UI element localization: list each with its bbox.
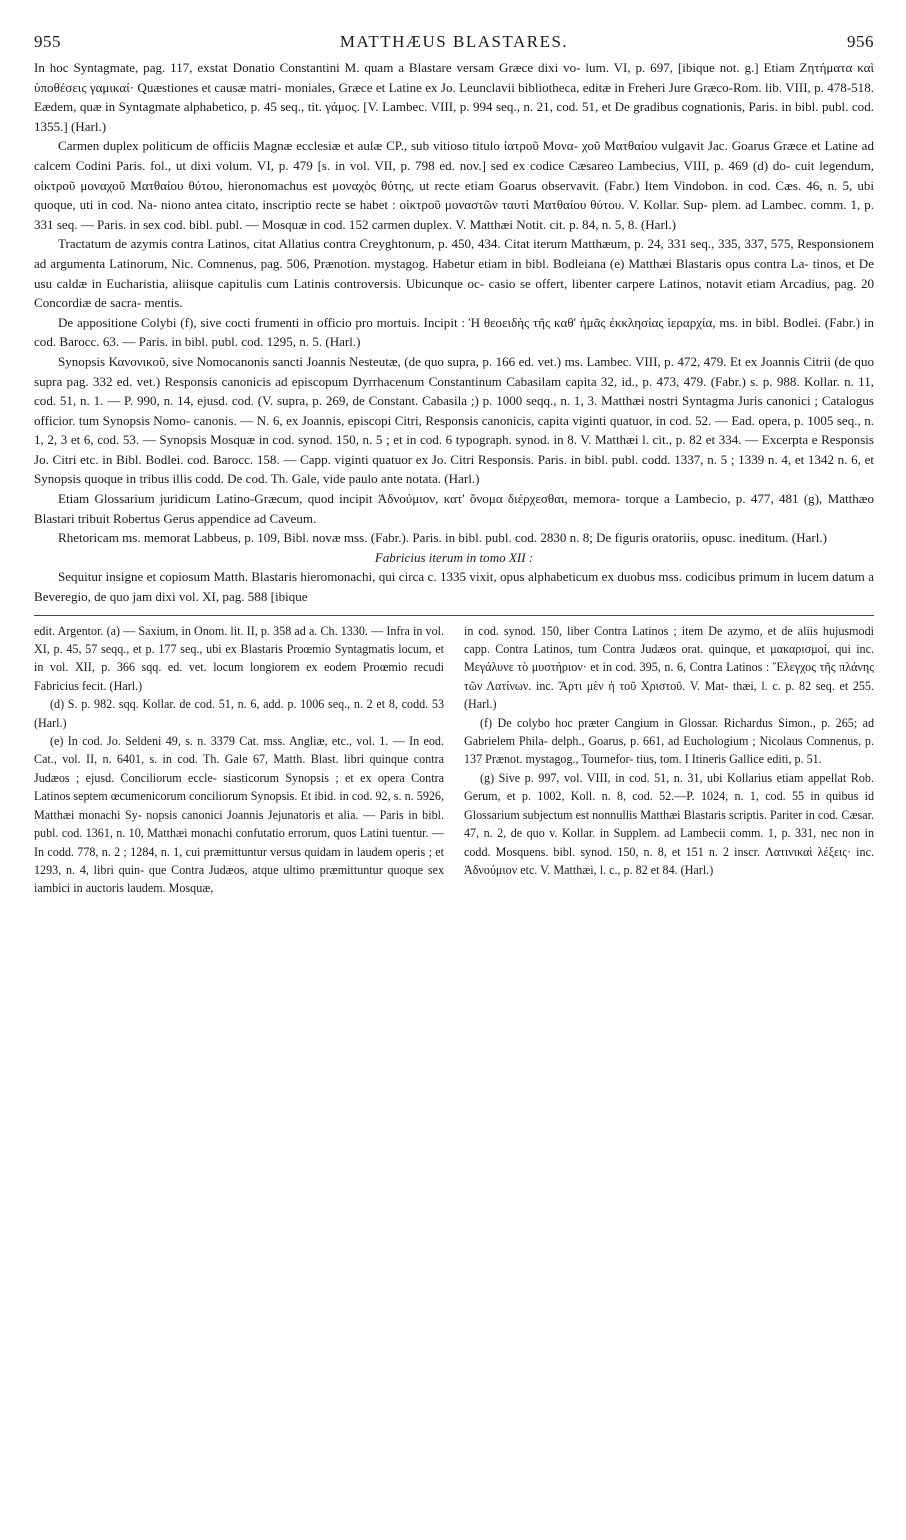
paragraph-glossarium: Etiam Glossarium juridicum Latino-Græcum, quod incipit Ἀδνούμιον, κατ' ὄνομα διέρχεσθαι, memora- torque a Lambecio, p. 477, 481 (g), Matthæo Blastari tribuit Robertus Gerus appendice ad Caveum. — [34, 491, 874, 526]
footnote-divider — [34, 615, 874, 616]
paragraph-azymis: Tractatum de azymis contra Latinos, citat Allatius contra Creyghtonum, p. 450, 434. Citat iterum Matthæum, p. 24, 331 seq., 335, 337, 575, Responsionem ad argumenta Latinorum, Nic. Comnenus, pag. 506, Prænotion. mystagog. Habetur etiam in bibl. Bodleiana (e) Matthæi Blastaris opus contra La- tinos, et De usu caldæ in Eucharistia, aliisque capitulis cum Latinis controversis. Ubicunque oc- casio se offert, libenter carpere Latinos, notavit etiam Arcadius, pag. 20 Concordiæ de sacra- mentis. — [34, 236, 874, 311]
footnotes-left-column — [34, 622, 444, 898]
page — [34, 32, 874, 898]
running-header — [34, 32, 874, 52]
footnote-g: (g) Sive p. 997, vol. VIII, in cod. 51, n. 31, ubi Kollarius etiam appellat Rob. Gerum, et p. 1002, Koll. n. 8, cod. 52.—P. 1024, n. 1, cod. 55 in quibus id Glossarium subjectum est nonnullis Matthæi Blastaris scriptis. Pariter in cod. Cæsar. 47, n. 2, de quo v. Kollar. in Supplem. ad Lambecii comm. 1, p. 331, nec non in codd. Mosquens. bibl. synod. 150, n. 8, et 151 n. 2 inscr. Λατινικαὶ λέξεις· inc. Ἀδνούμιον etc. V. Matthæi, l. c., p. 82 et 84. (Harl.) — [464, 770, 874, 877]
footnote-e-continuation: in cod. synod. 150, liber Contra Latinos ; item De azymo, et de aliis hujusmodi capp. Contra Latinos, tum Contra Judæos orat. quinque, et μακαρισμοί, qui inc. Μεγάλυνε τὸ μυστήριον· et in cod. 395, n. 6, Contra Latinos : Ἔλεγχος τῆς πλάνης τῶν Λατίνων. inc. Ἄρτι μὲν ἡ τοῦ Χριστοῦ. V. Mat- thæi, l. c. p. 82 seq. et 255. (Harl.) — [464, 623, 874, 712]
footnote-d: (d) S. p. 982. sqq. Kollar. de cod. 51, n. 6, add. p. 1006 seq., n. 2 et 8, codd. 53 (Harl.) — [34, 697, 444, 730]
footnotes-right-column — [464, 622, 874, 898]
footnote-e: (e) In cod. Jo. Seldeni 49, s. n. 3379 Cat. mss. Angliæ, etc., vol. 1. — In eod. Cat., vol. II, n. 6401, s. in cod. Th. Gale 67, Matth. Blast. libri quinque contra Judæos ; ejusd. Conciliorum eccle- siasticorum Synopsis ; et ex opera Contra Latinos septem œcumenicorum conciliorum Synopsis. Et ibid. in cod. 92, s. n. 5926, Matthæi monachi Sy- nopsis canonici Joannis Jejunatoris et alia. — Paris in bibl. publ. cod. 1361, n. 10, Matthæi monachi confutatio errorum, quos Latini tuentur. — In codd. 778, n. 2 ; 1284, n. 1, cui præmittuntur versus quidam in laudem operis ; et 1293, n. 4, libri quin- que Contra Judæos, atque ultimo præmittuntur quoque sex iambici in auctoris laudem. Mosquæ, — [34, 734, 444, 896]
footnote-continuation: edit. Argentor. (a) — Saxium, in Onom. lit. II, p. 358 ad a. Ch. 1330. — Infra in vol. XI, p. 45, 57 seqq., et p. 177 seq., ubi ex Blastaris Proœmio Syntagmatis locum, et in vol. XII, p. 366 sqq. ed. vet. locum longiorem ex eodem Proœmio recudi Fabricius fecit. (Harl.) — [34, 623, 444, 693]
page-number-right: 956 — [847, 32, 874, 51]
paragraph-sequitur: Sequitur insigne et copiosum Matth. Blastaris hieromonachi, qui circa c. 1335 vixit, opus alphabeticum ex duobus mss. codicibus primum in lucem datum a Beveregio, de quo jam dixi vol. XI, pag. 588 [ibique — [34, 569, 874, 605]
section-heading: Fabricius iterum in tomo XII : — [374, 549, 534, 565]
footnote-f: (f) De colybo hoc præter Cangium in Glossar. Richardus Simon., p. 265; ad Gabrielem Phila- delph., Goarus, p. 661, ad Euchologium ; Nicolaus Comnenus, p. 137 Prænot. mystagog., Tournefor- tius, tom. I Itineris Gallice editi, p. 51. — [464, 715, 874, 767]
footnotes — [34, 622, 874, 898]
paragraph-colybi: De appositione Colybi (f), sive cocti frumenti in officio pro mortuis. Incipit : Ἡ θεοειδὴς τῆς καθ' ἡμᾶς ἐκκλησίας ἱεραρχία, ms. in bibl. Bodlei. (Fabr.) in cod. Barocc. 63. — Paris. in bibl. publ. cod. 1295, n. 5. (Harl.) — [34, 314, 874, 350]
paragraph-synopsis: Synopsis Κανονικοῦ, sive Nomocanonis sancti Joannis Nesteutæ, (de quo supra, p. 166 ed. vet.) ms. Lambec. VIII, p. 472, 479. Et ex Joannis Citrii (de quo supra pag. 332 ed. vet.) Responsis canonicis ad episcopum Dyrrhacenum Constantinum Cabasilam capita 32, id., p. 473, 479. (Fabr.) s. p. 988. Kollar. n. 11, cod. 51, n. 1. — P. 990, n. 14, ejusd. cod. (V. supra, p. 269, de Constant. Cabasila ;) p. 1000 seqq., n. 1, 3. Matthæi nostri Syntagma Juris canonici ; Catalogus officior. tum Synopsis Nomo- canonis. — N. 6, ex Joannis, episcopi Citri, Responsis canonicis, capita viginti quatuor, in cod. 52. — Ead. opera, p. 1005 seq., n. 1, 2, 3 et 6, cod. 53. — Synopsis Mosquæ in cod. synod. 150, n. 5 ; et in cod. 6 typograph. synod. in 8. V. Matthæi l. cit., p. 82 et 334. — Excerpta e Responsis Jo. Citri etc. in Bibl. Bodlei. cod. Barocc. 158. — Capp. viginti quatuor ex Jo. Citri Responsis. Paris. in bibl. publ. codd. 1337, n. 5 ; 1339 n. 4, et 1342 n. 6, et Synopsis quoque in tribus illis codd. De cod. Th. Gale, vide paulo ante notata. (Harl.) — [34, 353, 874, 487]
page-number-left: 955 — [34, 32, 61, 51]
paragraph-donatio: In hoc Syntagmate, pag. 117, exstat Donatio Constantini M. quam a Blastare versam Græce dixi vo- lum. VI, p. 697, [ibique not. g.] Etiam Ζητήματα καὶ ὑποθέσεις γαμικαί· Quæstiones et causæ matri- moniales, Græce et Latine ex Jo. Leunclavii bibliotheca, editæ in Freheri Jure Græco-Rom. lib. VIII, p. 478-518. Eædem, quæ in Syntagmate alphabetico, p. 45 seq., tit. γάμος. [V. Lambec. VIII, p. 994 seq., n. 21, cod. 51, et De gradibus cognationis, Paris. in bibl. publ. cod. 1355.] (Harl.) — [34, 60, 874, 134]
main-text — [34, 58, 874, 607]
paragraph-rhetorica: Rhetoricam ms. memorat Labbeus, p. 109, Bibl. novæ mss. (Fabr.). Paris. in bibl. publ. cod. 2830 n. 8; De figuris oratoriis, opusc. ineditum. (Harl.) — [58, 530, 827, 546]
paragraph-carmen: Carmen duplex politicum de officiis Magnæ ecclesiæ et aulæ CP., sub vitioso titulo ἰατροῦ Μονα- χοῦ Ματθαίου vulgavit Jac. Goarus Græce et Latine ad calcem Codini Paris. fol., ut dixi volum. VI, p. 479 [s. in vol. VII, p. 798 ed. nov.] sed ex codice Cæsareo Lambecius, VIII, p. 469 (d) do- cuit legendum, οἰκτροῦ μοναχοῦ Ματθαίου θύτου, hieronomachus est μοναχὸς θύτης, ut recte etiam Goarus observavit. (Fabr.) Item Vindobon. in cod. Cæs. 46, n. 5, ubi quoque, uti in cod. Na- niono antea citato, inscriptio recte se habet : οἰκτροῦ μοναστῶν ταυτὶ Ματθαίου θύτου. V. Kollar. Sup- plem. ad Lambec. comm. 1, p. 331 seq. — Paris. in sex cod. bibl. publ. — Mosquæ in cod. 152 carmen duplex. V. Matthæi Notit. cit. p. 84, n. 5, 8. (Harl.) — [34, 138, 874, 232]
running-title: MATTHÆUS BLASTARES. — [339, 32, 569, 51]
